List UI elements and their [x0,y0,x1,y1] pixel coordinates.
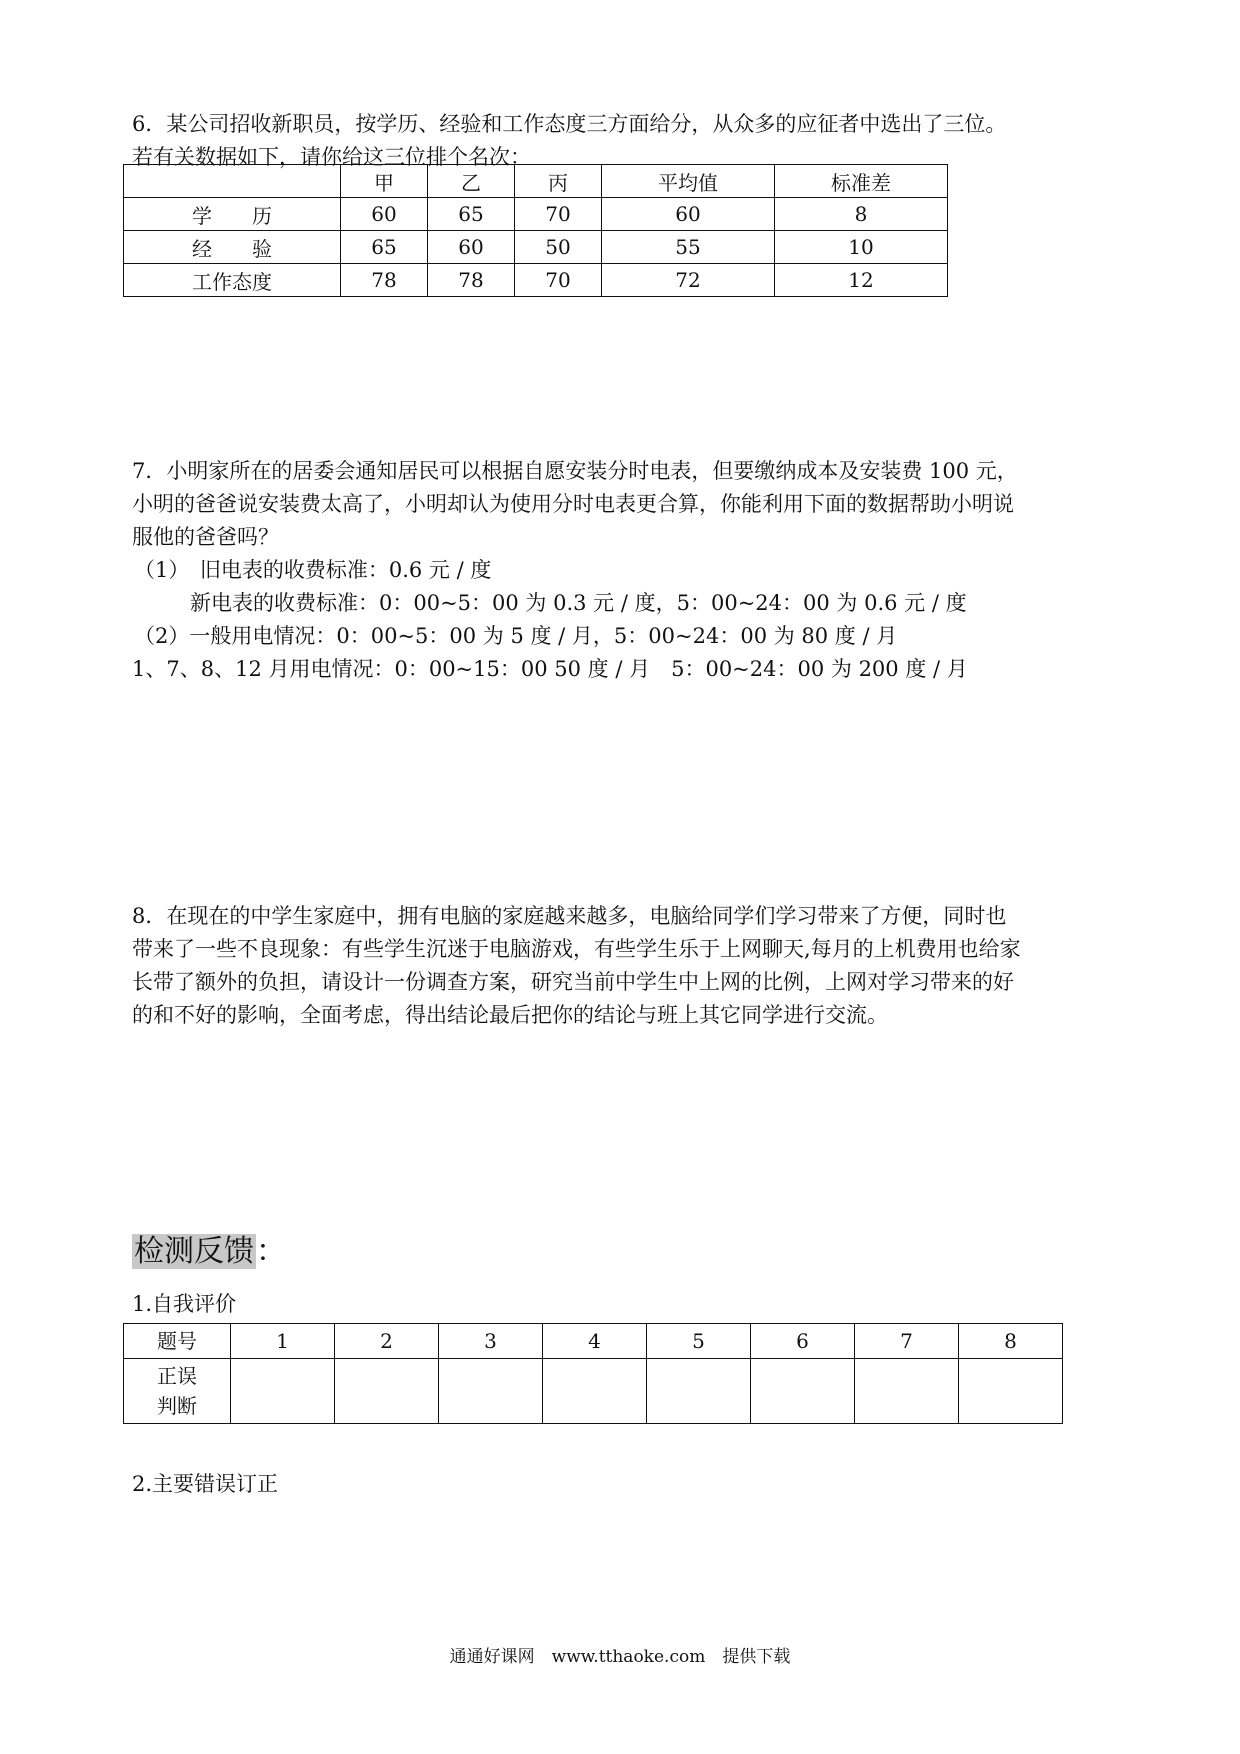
answer-cell[interactable] [959,1359,1063,1424]
table-cell: 学 历 [124,198,341,231]
table-cell: 7 [855,1324,959,1359]
q7-line: 7．小明家所在的居委会通知居民可以根据自愿安装分时电表，但要缴纳成本及安装费 100 元， [132,459,1018,483]
table-cell: 工作态度 [124,264,341,297]
table-cell [124,165,341,198]
table-row [124,198,948,231]
table-cell: 4 [543,1324,647,1359]
feedback-heading [132,1232,286,1272]
page-footer: 通通好课网 www.tthaoke.com 提供下载 [449,1647,791,1667]
answer-cell[interactable] [335,1359,439,1424]
answer-cell[interactable] [647,1359,751,1424]
table-cell: 78 [341,264,428,297]
table-cell: 65 [428,198,515,231]
q6-score-table [123,164,948,297]
answer-cell[interactable] [543,1359,647,1424]
table-cell: 3 [439,1324,543,1359]
table-cell: 丙 [515,165,602,198]
table-cell: 8 [775,198,948,231]
table-cell: 经 验 [124,231,341,264]
table-cell: 平均值 [602,165,775,198]
answer-cell[interactable] [439,1359,543,1424]
q7-line: 1、7、8、12 月用电情况：0：00~15：00 50 度 / 月 5：00~24：00 为 200 度 / 月 [132,657,968,681]
answer-cell[interactable] [231,1359,335,1424]
table-header-row [124,165,948,198]
q6-line: 6．某公司招收新职员，按学历、经验和工作态度三方面给分，从众多的应征者中选出了三位。 [132,112,1007,136]
table-cell: 60 [602,198,775,231]
table-cell: 题号 [124,1324,231,1359]
table-cell: 10 [775,231,948,264]
q6-line: 若有关数据如下，请你给这三位排个名次： [132,145,531,169]
q8-line: 长带了额外的负担，请设计一份调查方案，研究当前中学生中上网的比例，上网对学习带来的好 [132,970,1014,994]
answer-cell[interactable] [751,1359,855,1424]
table-cell: 60 [428,231,515,264]
q8-line: 带来了一些不良现象：有些学生沉迷于电脑游戏，有些学生乐于上网聊天,每月的上机费用也给家 [132,937,1021,961]
answer-cell[interactable] [855,1359,959,1424]
table-cell: 甲 [341,165,428,198]
q8-line: 的和不好的影响，全面考虑，得出结论最后把你的结论与班上其它同学进行交流。 [132,1003,888,1027]
row-label-cell [124,1359,231,1424]
table-cell: 8 [959,1324,1063,1359]
q7-line: 小明的爸爸说安装费太高了，小明却认为使用分时电表更合算，你能利用下面的数据帮助小明说 [132,492,1014,516]
q8-line: 8．在现在的中学生家庭中，拥有电脑的家庭越来越多，电脑给同学们学习带来了方便，同时也 [132,904,1007,928]
table-cell: 78 [428,264,515,297]
q7-line: 服他的爸爸吗？ [132,525,279,549]
table-cell: 70 [515,264,602,297]
table-cell: 标准差 [775,165,948,198]
table-cell: 60 [341,198,428,231]
question-7 [132,455,1132,686]
self-eval-label: 1.自我评价 [132,1292,237,1316]
q7-line: 新电表的收费标准：0：00~5：00 为 0.3 元 / 度，5：00~24：00 为 0.6 元 / 度 [190,591,967,615]
self-eval-table [123,1323,1063,1424]
table-cell: 50 [515,231,602,264]
table-cell: 72 [602,264,775,297]
table-cell: 2 [335,1324,439,1359]
q7-line: （2）一般用电情况：0：00~5：00 为 5 度 / 月，5：00~24：00 为 80 度 / 月 [134,624,898,648]
table-cell: 6 [751,1324,855,1359]
correction-label: 2.主要错误订正 [132,1472,279,1496]
table-cell: 5 [647,1324,751,1359]
feedback-heading-text: 检测反馈 [134,1234,254,1269]
table-cell: 70 [515,198,602,231]
table-cell: 65 [341,231,428,264]
table-cell: 55 [602,231,775,264]
table-row [124,264,948,297]
table-cell: 乙 [428,165,515,198]
table-cell: 12 [775,264,948,297]
row-label-line: 判断 [157,1394,197,1418]
feedback-heading-colon: ： [256,1234,286,1269]
table-cell: 1 [231,1324,335,1359]
table-row [124,1359,1063,1424]
row-label-line: 正误 [157,1364,197,1388]
question-8 [132,900,1132,1032]
table-row [124,231,948,264]
table-header-row [124,1324,1063,1359]
q7-line: （1） 旧电表的收费标准：0.6 元 / 度 [134,558,492,582]
